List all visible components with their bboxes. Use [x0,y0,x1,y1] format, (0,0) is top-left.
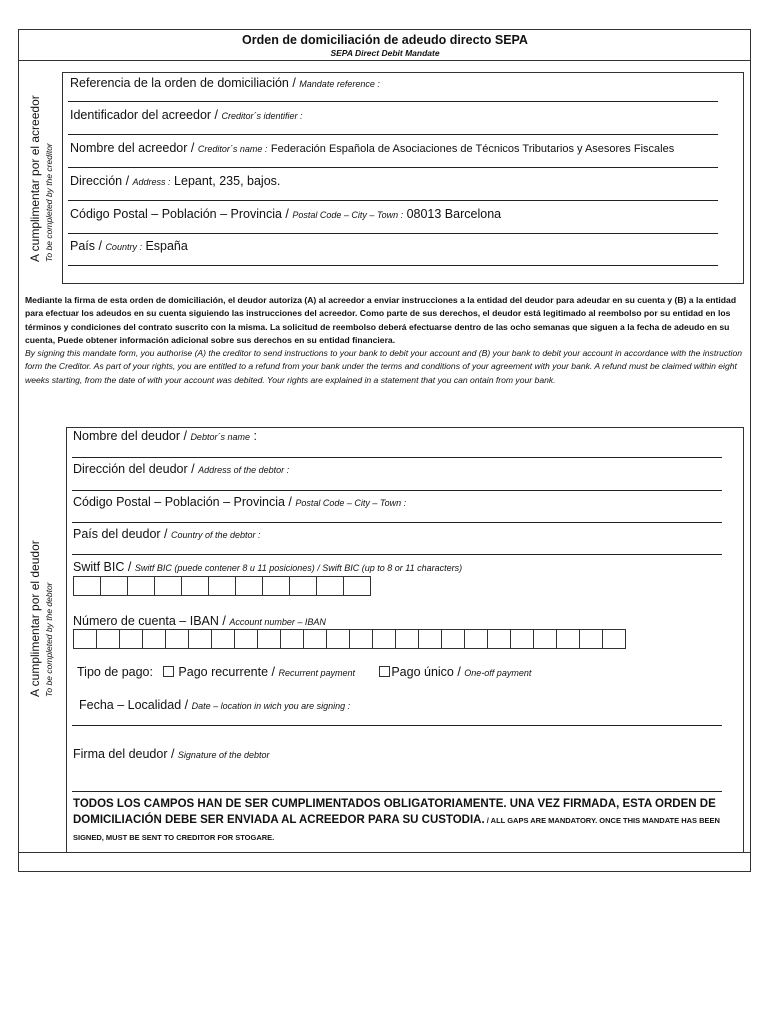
recurrent-payment-label: Pago recurrente / [178,665,279,679]
debtor-box-top [66,427,744,428]
payment-type-label: Tipo de pago: [77,665,153,679]
debtor-field-postal [73,495,406,509]
debtor-field-address [73,462,289,476]
field-label: Nombre del deudor / [73,429,191,443]
mandatory-notice-es: TODOS LOS CAMPOS HAN DE SER CUMPLIMENTADOS OBLIGATORIAMENTE. UNA VEZ FIRMADA, ESTA ORDEN DE DOMICILIACIÓN DEBE SER ENVIADA AL ACREEDOR PARA SU CUSTODIA. [73,798,716,826]
creditor-side-label [28,95,54,262]
creditor-postal-value: 08013 Barcelona [406,207,502,221]
creditor-side-label-en: To be completed by the creditor [44,143,54,262]
debtor-side-label-en: To be completed by the debtor [44,582,54,697]
field-label: Identificador del acreedor / [70,108,222,122]
creditor-country-value: España [145,239,188,253]
identifier-line[interactable] [68,134,718,135]
bic-cell[interactable] [343,576,371,596]
iban-cell[interactable] [602,629,626,649]
field-label: País / [70,239,106,253]
field-suffix: : [249,429,257,443]
creditor-field-identifier [70,108,303,122]
iban-cell[interactable] [188,629,212,649]
debtor-side-label [28,540,54,697]
field-label: Código Postal – Población – Provincia / [70,207,293,221]
iban-cell[interactable] [579,629,603,649]
field-label-en: Creditor´s identifier : [221,111,303,121]
creditor-field-postal [70,207,501,221]
debtor-address-line[interactable] [72,490,722,491]
field-label-en: Postal Code – City – Town : [295,498,407,508]
field-label: Número de cuenta – IBAN / [73,614,230,628]
debtor-postal-line[interactable] [72,522,722,523]
creditor-address-line [68,200,718,201]
iban-cell[interactable] [257,629,281,649]
iban-cell[interactable] [464,629,488,649]
bic-cell[interactable] [289,576,317,596]
iban-cell[interactable] [142,629,166,649]
oneoff-payment-label-en: One-off payment [464,668,532,678]
bic-cell[interactable] [316,576,344,596]
iban-cell[interactable] [234,629,258,649]
field-label: Nombre del acreedor / [70,141,198,155]
field-label-en: Signature of the debtor [177,750,270,760]
creditor-postal-line [68,233,718,234]
debtor-field-iban [73,614,326,628]
field-label-en: Postal Code – City – Town : [292,210,404,220]
debtor-side-label-es: A cumplimentar por el deudor [28,540,42,697]
field-label-en: Switf BIC (puede contener 8 u 11 posiciones) / Swift BIC (up to 8 or 11 characters) [134,563,463,573]
creditor-name-value: Federación Española de Asociaciones de Técnicos Tributarios y Asesores Fiscales [270,143,675,155]
debtor-field-country [73,527,261,541]
form-title: Orden de domiciliación de adeudo directo SEPA [242,33,528,47]
debtor-name-line[interactable] [72,457,722,458]
field-label-en: Address of the debtor : [198,465,290,475]
creditor-field-country [70,239,188,253]
field-label-en: Debtor´s name [190,432,250,442]
authorization-text [25,294,747,387]
iban-cell[interactable] [487,629,511,649]
debtor-field-bic [73,560,462,574]
debtor-box-left [66,427,67,853]
authorization-text-en: By signing this mandate form, you authorise (A) the creditor to send instructions to your bank to debit your account and (B) your bank to debit your account in accordance with the instruction form the Creditor. As part of your rights, you are entitled to a refund from your bank under the terms and conditions of your agreement with your bank. A refund must be claimed within eight weeks starting, from the date of with your account was debited. Your rights are explained in a statement that you can ontain from your bank. [25,348,743,385]
field-label: Switf BIC / [73,560,135,574]
mandate-ref-line[interactable] [68,101,718,102]
oneoff-payment-label: Pago único / [391,665,465,679]
authorization-text-es: Mediante la firma de esta orden de domiciliación, el deudor autoriza (A) al acreedor a enviar instrucciones a la entidad del deudor para adeudar en su cuenta y (B) a la entidad para efectuar los adeudos en su cuenta siguiendo las instrucciones del acreedor. Como parte de sus derechos, el deudor está legitimado al reembolso por su entidad en los términos y condiciones del contrato suscrito con la misma. La solicitud de reembolso deberá efectuarse dentro de las ocho semanas que siguen a la fecha de adeudo en su cuenta, Puede obtener información adicional sobre sus derechos en su entidad financiera. [25,295,737,345]
field-label: Referencia de la orden de domiciliación / [70,76,300,90]
payment-type-row [77,665,531,679]
bic-cell[interactable] [73,576,101,596]
iban-cell[interactable] [372,629,396,649]
debtor-box-right [743,427,744,853]
creditor-name-line [68,167,718,168]
iban-cell[interactable] [280,629,304,649]
header-divider [18,60,751,61]
debtor-field-date [79,698,350,712]
oneoff-payment-checkbox[interactable] [379,666,390,677]
iban-cell[interactable] [349,629,373,649]
form-subtitle: SEPA Direct Debit Mandate [330,48,440,58]
field-label: Código Postal – Población – Provincia / [73,495,296,509]
bic-cell[interactable] [235,576,263,596]
field-label: Fecha – Localidad / [79,698,192,712]
creditor-country-line [68,265,718,266]
bic-cell[interactable] [154,576,182,596]
iban-cells[interactable] [73,629,625,649]
field-label-en: Mandate reference : [299,79,380,89]
field-label-en: Account number – IBAN [229,617,326,627]
field-label-en: Creditor´s name : [197,144,268,154]
field-label-en: Country : [105,242,142,252]
field-label: Dirección del deudor / [73,462,199,476]
iban-cell[interactable] [326,629,350,649]
bic-cells[interactable] [73,576,370,596]
iban-cell[interactable] [441,629,465,649]
iban-cell[interactable] [73,629,97,649]
bic-cell[interactable] [181,576,209,596]
iban-cell[interactable] [395,629,419,649]
iban-cell[interactable] [96,629,120,649]
mandatory-notice-en: / ALL GAPS ARE MANDATORY. ONCE THIS MANDATE HAS BEEN SIGNED, MUST BE SENT TO CREDITOR FOR STOGARE. [73,816,720,842]
creditor-side-label-es: A cumplimentar por el acreedor [28,95,42,262]
mandatory-notice [73,796,733,846]
debtor-box-bottom [18,852,751,853]
recurrent-payment-checkbox[interactable] [163,666,174,677]
debtor-signature-line[interactable] [72,791,722,792]
creditor-field-mandate-ref [70,76,380,90]
iban-cell[interactable] [556,629,580,649]
bic-cell[interactable] [208,576,236,596]
iban-cell[interactable] [211,629,235,649]
field-label: Firma del deudor / [73,747,178,761]
field-label: Dirección / [70,174,133,188]
bic-cell[interactable] [127,576,155,596]
debtor-date-line[interactable] [72,725,722,726]
field-label-en: Country of the debtor : [170,530,261,540]
field-label: País del deudor / [73,527,171,541]
bic-cell[interactable] [262,576,290,596]
creditor-address-value: Lepant, 235, bajos. [174,174,281,188]
iban-cell[interactable] [165,629,189,649]
iban-cell[interactable] [510,629,534,649]
creditor-field-address [70,174,280,188]
field-label-en: Date – location in wich you are signing : [191,701,351,711]
iban-cell[interactable] [119,629,143,649]
creditor-field-name [70,141,674,155]
recurrent-payment-label-en: Recurrent payment [278,668,356,678]
iban-cell[interactable] [533,629,557,649]
bic-cell[interactable] [100,576,128,596]
field-label-en: Address : [132,177,171,187]
debtor-field-signature [73,747,270,761]
debtor-field-name [73,429,257,443]
iban-cell[interactable] [418,629,442,649]
debtor-country-line[interactable] [72,554,722,555]
iban-cell[interactable] [303,629,327,649]
